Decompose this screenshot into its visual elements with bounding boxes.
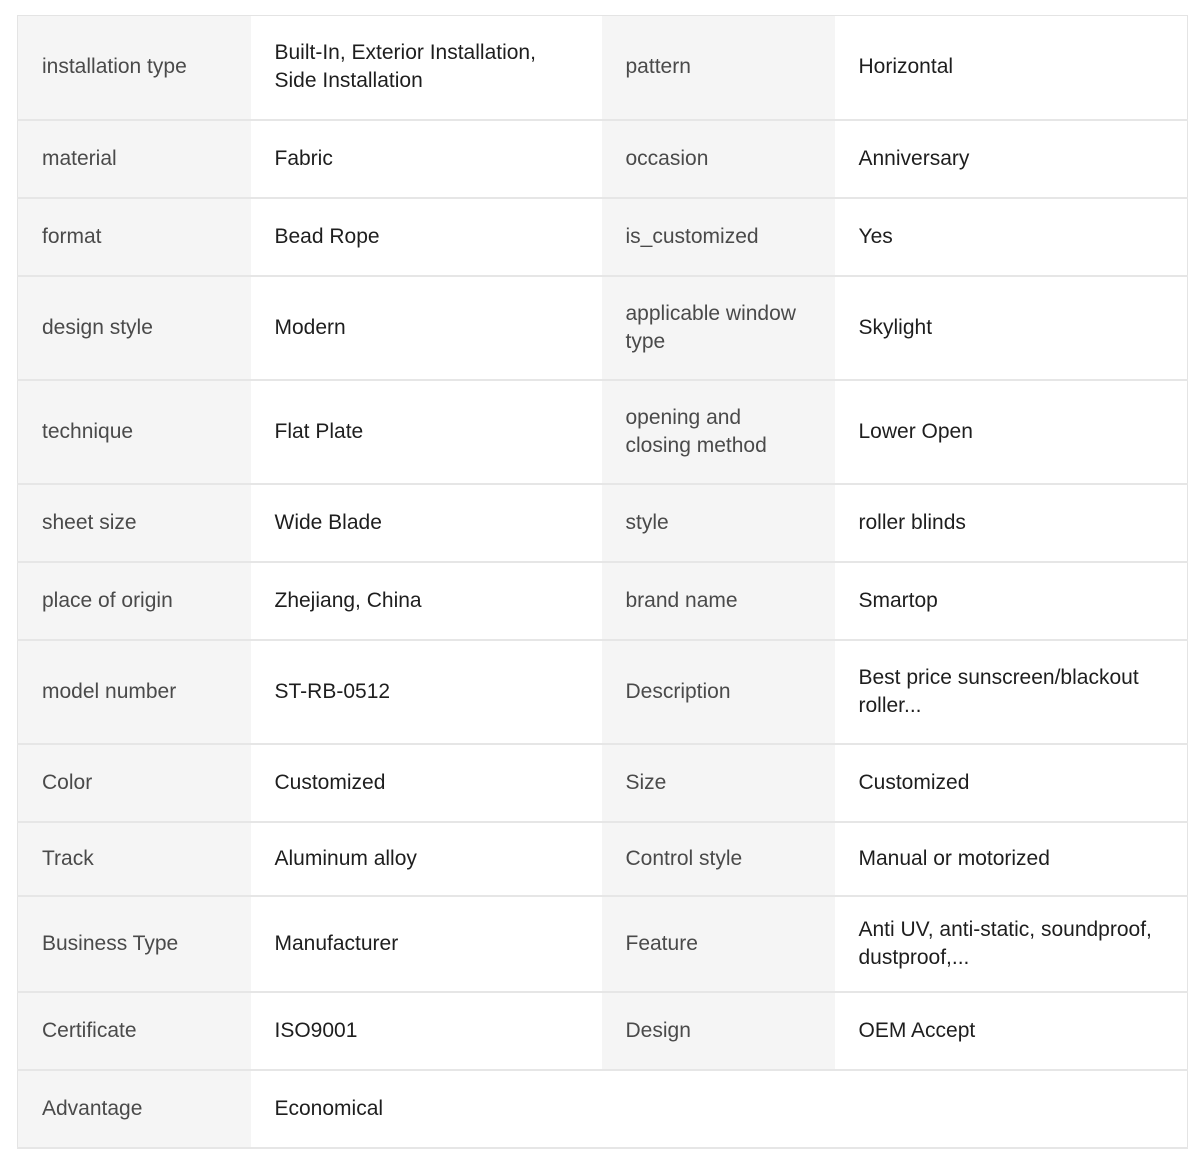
spec-value: Modern [251, 276, 602, 380]
spec-label: Description [602, 640, 835, 744]
spec-value: Manufacturer [251, 896, 602, 992]
spec-value: Economical [251, 1070, 602, 1148]
spec-label: brand name [602, 562, 835, 640]
spec-label: occasion [602, 120, 835, 198]
spec-label: Design [602, 992, 835, 1070]
table-row [18, 640, 1188, 744]
table-row [18, 120, 1188, 198]
spec-value: Bead Rope [251, 198, 602, 276]
spec-value: Wide Blade [251, 484, 602, 562]
spec-label: applicable window type [602, 276, 835, 380]
spec-label: model number [18, 640, 251, 744]
table-row [18, 16, 1188, 120]
spec-value: Built-In, Exterior Installation, Side Installation [251, 16, 602, 120]
table-row [18, 992, 1188, 1070]
spec-value: Flat Plate [251, 380, 602, 484]
spec-value: Lower Open [835, 380, 1188, 484]
spec-label: is_customized [602, 198, 835, 276]
empty-cell [835, 1070, 1188, 1148]
spec-label: design style [18, 276, 251, 380]
spec-value: Zhejiang, China [251, 562, 602, 640]
spec-value: ST-RB-0512 [251, 640, 602, 744]
spec-value: Manual or motorized [835, 822, 1188, 896]
spec-value: Skylight [835, 276, 1188, 380]
spec-label: pattern [602, 16, 835, 120]
spec-label: Control style [602, 822, 835, 896]
table-row [18, 822, 1188, 896]
table-row [18, 276, 1188, 380]
spec-label: opening and closing method [602, 380, 835, 484]
spec-value: Yes [835, 198, 1188, 276]
spec-label: Certificate [18, 992, 251, 1070]
spec-label: material [18, 120, 251, 198]
table-row [18, 562, 1188, 640]
spec-label: place of origin [18, 562, 251, 640]
spec-value: Anti UV, anti-static, soundproof, dustproof,... [835, 896, 1188, 992]
spec-value: ISO9001 [251, 992, 602, 1070]
table-row [18, 896, 1188, 992]
table-row [18, 744, 1188, 822]
spec-label: technique [18, 380, 251, 484]
spec-value: OEM Accept [835, 992, 1188, 1070]
product-spec-table [17, 15, 1188, 1149]
spec-value: Horizontal [835, 16, 1188, 120]
table-row [18, 198, 1188, 276]
spec-label: style [602, 484, 835, 562]
spec-label: Business Type [18, 896, 251, 992]
spec-value: Aluminum alloy [251, 822, 602, 896]
spec-value: Smartop [835, 562, 1188, 640]
spec-label: Feature [602, 896, 835, 992]
spec-label: Advantage [18, 1070, 251, 1148]
spec-value: Anniversary [835, 120, 1188, 198]
spec-value: Fabric [251, 120, 602, 198]
spec-label: installation type [18, 16, 251, 120]
table-row [18, 380, 1188, 484]
table-row [18, 1070, 1188, 1148]
table-row [18, 484, 1188, 562]
spec-value: Best price sunscreen/blackout roller... [835, 640, 1188, 744]
spec-label: Track [18, 822, 251, 896]
empty-cell [602, 1070, 835, 1148]
spec-label: format [18, 198, 251, 276]
spec-value: roller blinds [835, 484, 1188, 562]
spec-value: Customized [251, 744, 602, 822]
spec-label: Size [602, 744, 835, 822]
spec-value: Customized [835, 744, 1188, 822]
spec-label: Color [18, 744, 251, 822]
spec-label: sheet size [18, 484, 251, 562]
